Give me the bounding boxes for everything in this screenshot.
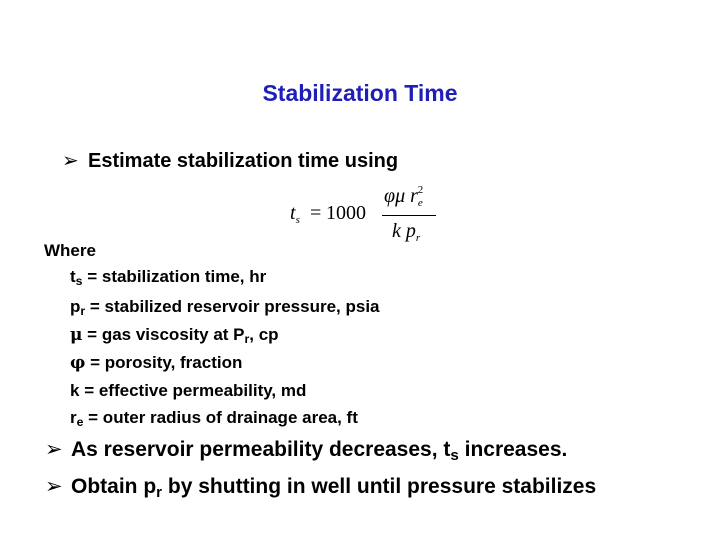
arrow-bullet-icon: ➢	[62, 148, 79, 172]
intro-bullet	[62, 148, 398, 173]
slide-title: Stabilization Time	[262, 80, 458, 106]
formula-denominator: k $p_r$	[392, 220, 421, 244]
arrow-bullet-icon: ➢	[45, 474, 63, 498]
definition-phi: φ = porosity, fraction	[70, 353, 243, 373]
where-label: Where	[44, 241, 96, 260]
bullet-permeability: ➢ As reservoir permeability decreases, $t_s$ increases.	[45, 437, 568, 464]
arrow-bullet-icon: ➢	[45, 437, 63, 461]
definition-ts: $t_s$ = stabilization time, hr	[70, 267, 267, 289]
intro-bullet-text: Estimate stabilization time using	[88, 150, 399, 172]
stabilization-time-formula	[288, 180, 448, 250]
bullet-obtain-pr: ➢ Obtain $p_r$ by shutting in well until pressure stabilizes	[45, 474, 597, 501]
definition-k: k = effective permeability, md	[70, 381, 307, 400]
definition-mu: μ = gas viscosity at $P_r$, cp	[70, 325, 279, 347]
formula-lhs: $t_s$	[290, 202, 300, 226]
formula-coefficient: 1000	[326, 202, 366, 224]
formula-numerator: φμ $r_e^2$	[384, 184, 424, 209]
definition-re: $r_e$ = outer radius of drainage area, ft	[70, 408, 358, 430]
formula-equals: =	[310, 202, 322, 224]
fraction-bar	[382, 215, 436, 216]
definition-pr: $p_r$ = stabilized reservoir pressure, psia	[70, 297, 380, 319]
